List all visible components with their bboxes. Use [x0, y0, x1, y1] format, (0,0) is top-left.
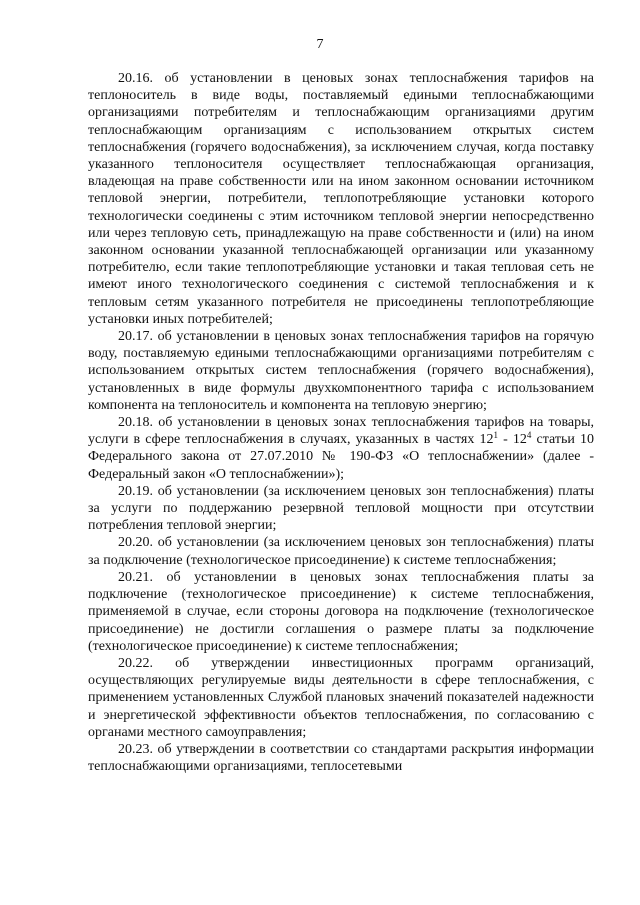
paragraph-20-16: 20.16. об установлении в ценовых зонах теплоснабжения тарифов на теплоноситель в виде воды, поставляемый едиными теплоснабжающими организациями потребителям и теплоснабжающим организациями другим теплоснабжающим организациям с использованием открытых систем теплоснабжения (горячего водоснабжения), за исключением случая, когда поставку указанного теплоносителя осуществляет теплоснабжающая организация, владеющая на праве собственности или на ином законном основании источником тепловой энергии, потребители, теплопотребляющие установки которого технологически соединены с этим источником тепловой энергии непосредственно или через тепловую сеть, принадлежащую на праве собственности и (или) на ином законном основании указанной теплоснабжающей организации или указанному потребителю, если такие теплопотребляющие установки и такая тепловая сеть не имеют иного технологического соединения с системой теплоснабжения и к тепловым сетям указанного потребителя не присоединены теплопотребляющие установки иных потребителей;	[88, 71, 594, 327]
paragraph-20-23: 20.23. об утверждении в соответствии со стандартами раскрытия информации теплоснабжающими организациями, теплосетевыми	[88, 741, 594, 775]
paragraph-20-17: 20.17. об установлении в ценовых зонах теплоснабжения тарифов на горячую воду, поставляемую едиными теплоснабжающими организациями потребителям с использованием открытых систем теплоснабжения (горячего водоснабжения), установленных в виде формулы двухкомпонентного тарифа с использованием компонента на теплоноситель и компонента на тепловую энергию;	[88, 329, 594, 413]
page-number: 7	[316, 37, 324, 52]
paragraph-20-21: 20.21. об установлении в ценовых зонах теплоснабжения платы за подключение (технологическое присоединение) к системе теплоснабжения, применяемой в случае, если стороны договора на подключение (технологическое присоединение) не достигли соглашения о размере платы за подключение (технологическое присоединение) к системе теплоснабжения;	[88, 569, 594, 654]
paragraph-20-22: 20.22. об утверждении инвестиционных программ организаций, осуществляющих регулируемые виды деятельности в сфере теплоснабжения, с применением установленных Службой плановых значений показателей надежности и энергетической эффективности объектов теплоснабжения, по согласованию с органами местного самоуправления;	[88, 655, 594, 740]
paragraph-20-18-text-after: статьи 10 Федерального закона от 27.07.2010 № 190-ФЗ «О теплоснабжении» (далее - Федеральный закон «О теплоснабжении»);	[88, 432, 594, 482]
superscript-1: 1	[493, 430, 498, 441]
paragraph-20-18-text-before: 20.18. об установлении в ценовых зонах теплоснабжения тарифов на товары, услуги в сфере теплоснабжения в случаях, указанных в частях 12	[88, 415, 594, 448]
superscript-4: 4	[526, 430, 532, 441]
paragraph-20-20: 20.20. об установлении (за исключением ценовых зон теплоснабжения) платы за подключение (технологическое присоединение) к системе теплоснабжения;	[88, 535, 594, 568]
paragraph-20-18	[88, 414, 594, 483]
document-body	[88, 70, 594, 775]
paragraph-20-18-text-mid: - 12	[497, 432, 527, 448]
paragraph-20-19: 20.19. об установлении (за исключением ценовых зон теплоснабжения) платы за услуги по поддержанию резервной тепловой мощности при отсутствии потребления тепловой энергии;	[88, 483, 594, 534]
